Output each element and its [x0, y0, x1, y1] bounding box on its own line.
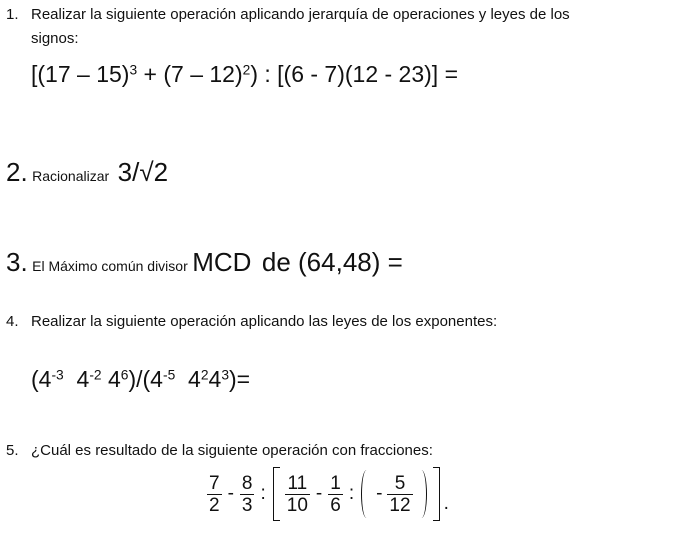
q5-number: 5. [6, 442, 19, 459]
q1-text-line2: signos: [31, 30, 79, 47]
q5-expression [205, 467, 449, 521]
f5-num: 5 [394, 472, 406, 494]
fraction-7-2 [207, 473, 222, 516]
q4-e6: 3 [221, 367, 229, 383]
fraction-5-12 [387, 473, 412, 516]
q4-number: 4. [6, 313, 19, 330]
fraction-1-6 [328, 473, 343, 516]
q2-number: 2. [6, 157, 28, 187]
q4-t5: 4 [188, 366, 201, 392]
minus-2: - [315, 483, 323, 504]
left-paren [361, 470, 370, 518]
right-bracket [433, 467, 440, 521]
q1-expr-a: [(17 – 15) [31, 61, 130, 87]
q4-t7: )= [229, 366, 251, 392]
q2-line [6, 157, 168, 188]
f1-num: 7 [209, 472, 220, 494]
q4-text: Realizar la siguiente operación aplicando las leyes de los exponentes: [31, 313, 498, 330]
fraction-11-10 [285, 473, 310, 516]
f5-den: 12 [389, 494, 411, 516]
q1-exp1: 3 [129, 62, 138, 78]
q4-e3: 6 [120, 367, 129, 383]
right-paren [418, 470, 427, 518]
minus-3: - [376, 483, 383, 504]
q1-expr-c: ) : [(6 - 7)(12 - 23)] = [250, 61, 459, 87]
q1-number: 1. [6, 6, 19, 23]
minus-1: - [227, 483, 234, 504]
q5-text: ¿Cuál es resultado de la siguiente operación con fracciones: [31, 442, 433, 459]
fraction-8-3 [240, 473, 255, 516]
q1-expr-b: + (7 – 12) [137, 61, 243, 87]
left-bracket [273, 467, 280, 521]
q4-e4: -5 [162, 367, 176, 383]
q3-mcd: MCD [192, 247, 252, 277]
q3-expression: de (64,48) = [261, 247, 403, 277]
q1-exp2: 2 [242, 62, 251, 78]
f2-num: 8 [241, 472, 253, 494]
q4-e2: -2 [89, 367, 102, 383]
f4-num: 1 [330, 472, 341, 494]
q3-label: El Máximo común divisor [32, 258, 188, 274]
f3-den: 10 [286, 494, 308, 516]
f2-den: 3 [241, 494, 253, 516]
f1-den: 2 [209, 494, 220, 516]
q3-number: 3. [6, 247, 28, 277]
colon-2: : [348, 483, 355, 504]
q1-expression [31, 61, 458, 88]
q4-t3: 4 [107, 366, 121, 392]
q4-e1: -3 [51, 367, 64, 383]
q4-t4: )/(4 [128, 366, 163, 392]
f3-num: 11 [287, 472, 308, 494]
q3-line [6, 247, 403, 278]
colon-1: : [260, 483, 266, 504]
q4-expression [31, 366, 250, 393]
q2-expression: 3/√2 [117, 157, 169, 187]
q4-t6: 4 [208, 366, 222, 392]
q4-e5: 2 [200, 367, 209, 383]
f4-den: 6 [330, 494, 341, 516]
q4-t2: 4 [76, 366, 90, 392]
q2-label: Racionalizar [32, 168, 110, 184]
q1-text-line1: Realizar la siguiente operación aplicando jerarquía de operaciones y leyes de los [31, 6, 570, 23]
period: . [443, 493, 449, 514]
q4-t1: (4 [31, 366, 52, 392]
